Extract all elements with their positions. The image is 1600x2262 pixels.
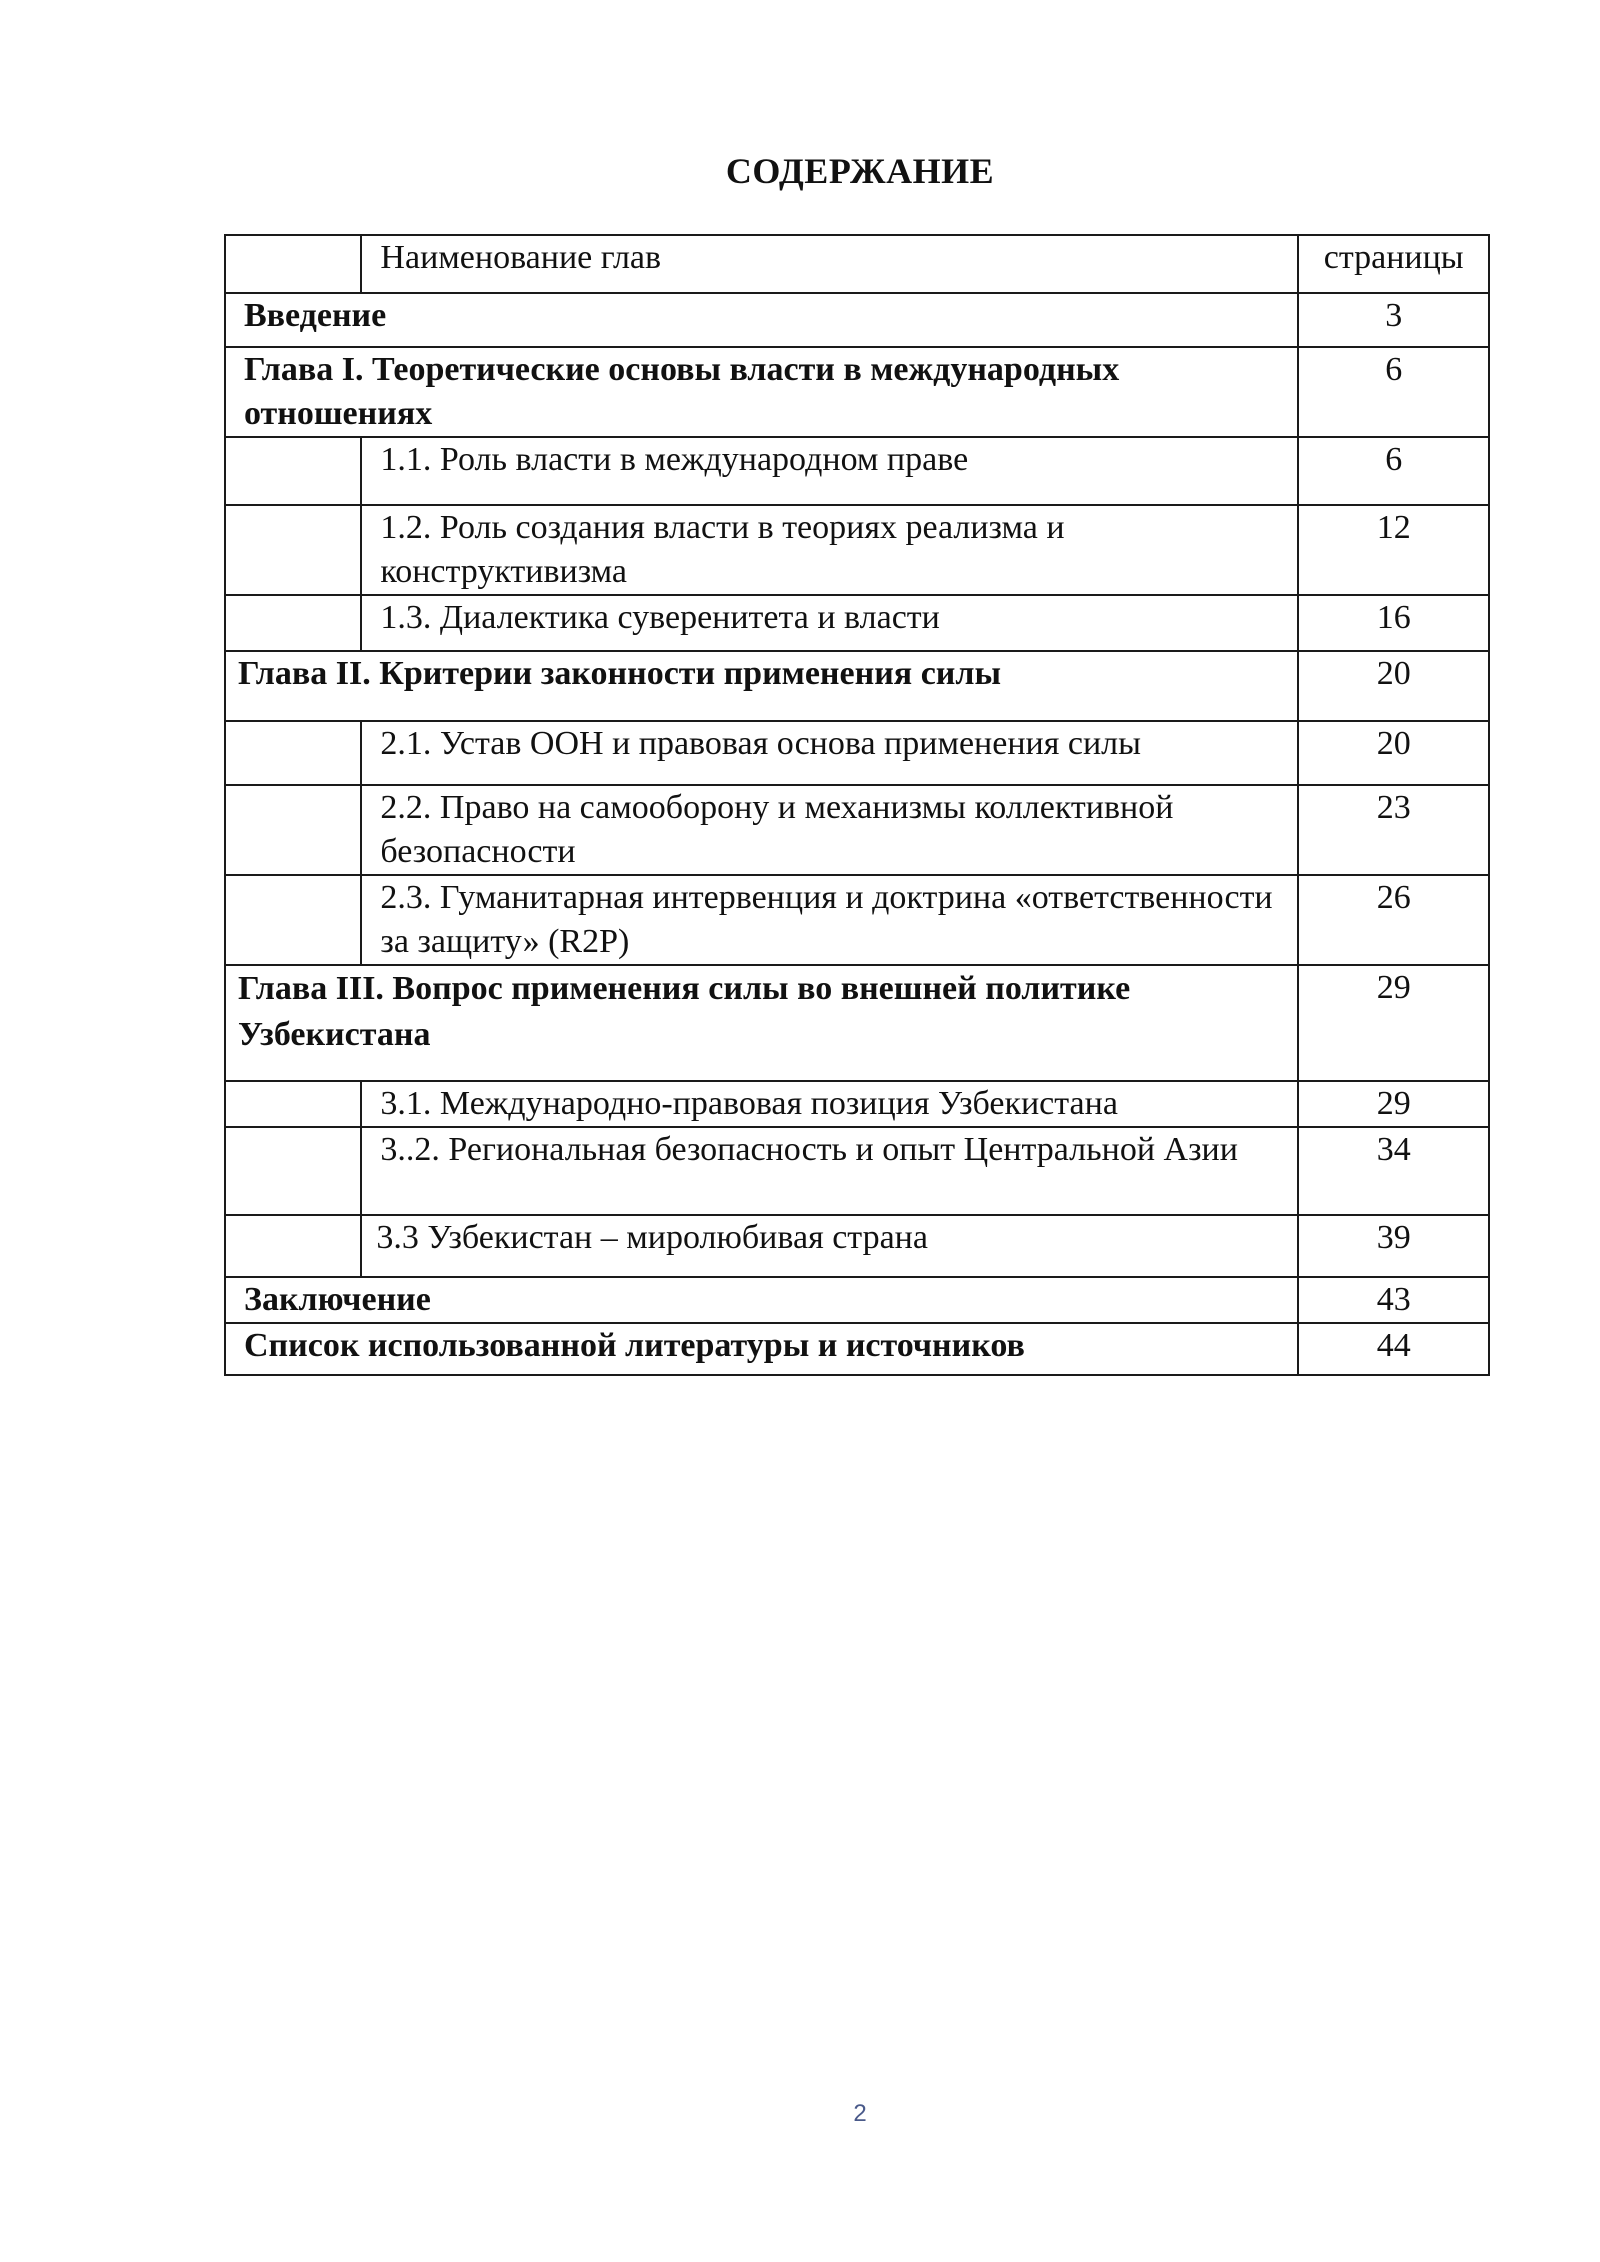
toc-page-ref: 20 — [1298, 721, 1489, 785]
toc-page-ref: 26 — [1298, 875, 1489, 965]
toc-section-title: 1.3. Диалектика суверенитета и власти — [361, 595, 1298, 651]
toc-chapter-title: Заключение — [225, 1277, 1298, 1323]
toc-page-ref: 12 — [1298, 505, 1489, 595]
toc-section-title: 2.2. Право на самооборону и механизмы коллективной безопасности — [361, 785, 1298, 875]
toc-indent-cell — [225, 1127, 361, 1215]
toc-section-title: 3.1. Международно-правовая позиция Узбекистана — [361, 1081, 1298, 1127]
toc-row-section-1-3 — [225, 595, 1489, 651]
toc-row-section-1-2 — [225, 505, 1489, 595]
toc-row-chapter-2 — [225, 651, 1489, 721]
toc-page-ref: 23 — [1298, 785, 1489, 875]
toc-chapter-title: Глава I. Теоретические основы власти в международных отношениях — [225, 347, 1298, 437]
toc-section-title: 1.2. Роль создания власти в теориях реализма и конструктивизма — [361, 505, 1298, 595]
toc-page-ref: 29 — [1298, 1081, 1489, 1127]
toc-page-ref: 43 — [1298, 1277, 1489, 1323]
toc-indent-cell — [225, 1215, 361, 1277]
toc-header-pages: страницы — [1298, 235, 1489, 293]
toc-row-section-2-1 — [225, 721, 1489, 785]
toc-header-row — [225, 235, 1489, 293]
toc-page-ref: 6 — [1298, 437, 1489, 505]
toc-page-ref: 3 — [1298, 293, 1489, 347]
toc-page-ref: 6 — [1298, 347, 1489, 437]
toc-row-section-3-2 — [225, 1127, 1489, 1215]
toc-row-section-2-2 — [225, 785, 1489, 875]
toc-row-conclusion — [225, 1277, 1489, 1323]
toc-page-ref: 39 — [1298, 1215, 1489, 1277]
toc-row-section-2-3 — [225, 875, 1489, 965]
toc-section-title: 3..2. Региональная безопасность и опыт Центральной Азии — [361, 1127, 1298, 1215]
toc-indent-cell — [225, 785, 361, 875]
toc-indent-cell — [225, 437, 361, 505]
toc-row-chapter-1 — [225, 347, 1489, 437]
toc-row-section-1-1 — [225, 437, 1489, 505]
toc-header-empty-cell — [225, 235, 361, 293]
toc-page-ref: 44 — [1298, 1323, 1489, 1375]
page-title: СОДЕРЖАНИЕ — [725, 151, 995, 191]
toc-section-title: 3.3 Узбекистан – миролюбивая страна — [361, 1215, 1298, 1277]
toc-indent-cell — [225, 875, 361, 965]
toc-row-section-3-3 — [225, 1215, 1489, 1277]
toc-indent-cell — [225, 1081, 361, 1127]
toc-row-section-3-1 — [225, 1081, 1489, 1127]
toc-chapter-title: Глава II. Критерии законности применения силы — [225, 651, 1298, 721]
toc-indent-cell — [225, 721, 361, 785]
toc-page-ref: 34 — [1298, 1127, 1489, 1215]
toc-page-ref: 29 — [1298, 965, 1489, 1081]
toc-page-ref: 16 — [1298, 595, 1489, 651]
table-of-contents — [224, 234, 1490, 1376]
toc-row-bibliography — [225, 1323, 1489, 1375]
toc-indent-cell — [225, 595, 361, 651]
toc-chapter-title: Глава III. Вопрос применения силы во внешней политике Узбекистана — [225, 965, 1298, 1081]
toc-page-ref: 20 — [1298, 651, 1489, 721]
toc-section-title: 2.3. Гуманитарная интервенция и доктрина «ответственности за защиту» (R2P) — [361, 875, 1298, 965]
toc-row-intro — [225, 293, 1489, 347]
page-number: 2 — [853, 2100, 867, 2127]
toc-chapter-title: Список использованной литературы и источников — [225, 1323, 1298, 1375]
toc-section-title: 1.1. Роль власти в международном праве — [361, 437, 1298, 505]
toc-indent-cell — [225, 505, 361, 595]
toc-row-chapter-3 — [225, 965, 1489, 1081]
toc-section-title: 2.1. Устав ООН и правовая основа применения силы — [361, 721, 1298, 785]
toc-header-name: Наименование глав — [361, 235, 1298, 293]
toc-chapter-title: Введение — [225, 293, 1298, 347]
